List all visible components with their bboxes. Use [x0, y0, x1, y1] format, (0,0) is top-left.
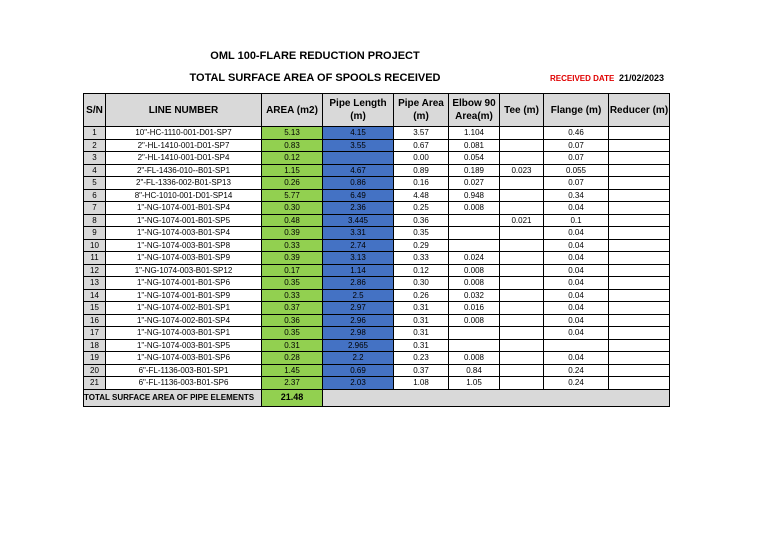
row-pipe-area: 4.48 — [394, 189, 449, 202]
row-flange: 0.04 — [544, 327, 609, 340]
table-row — [84, 352, 670, 365]
table-row — [84, 152, 670, 165]
table-row — [84, 252, 670, 265]
row-pipe-length: 0.86 — [323, 177, 394, 190]
row-flange: 0.04 — [544, 252, 609, 265]
row-pipe-length: 2.97 — [323, 302, 394, 315]
row-pipe-length: 1.14 — [323, 264, 394, 277]
row-sn: 3 — [84, 152, 106, 165]
row-tee — [500, 364, 544, 377]
row-line-number: 6"-FL-1136-003-B01-SP6 — [106, 377, 262, 390]
row-tee: 0.021 — [500, 214, 544, 227]
table-row — [84, 314, 670, 327]
row-line-number: 1"-NG-1074-003-B01-SP5 — [106, 339, 262, 352]
row-line-number: 1"-NG-1074-003-B01-SP8 — [106, 239, 262, 252]
row-flange: 0.04 — [544, 302, 609, 315]
row-reducer — [609, 314, 670, 327]
row-tee — [500, 227, 544, 240]
row-pipe-area: 0.16 — [394, 177, 449, 190]
row-flange: 0.07 — [544, 152, 609, 165]
row-area: 0.83 — [262, 139, 323, 152]
row-pipe-area: 0.37 — [394, 364, 449, 377]
row-pipe-length: 6.49 — [323, 189, 394, 202]
row-flange — [544, 339, 609, 352]
row-reducer — [609, 277, 670, 290]
row-area: 0.39 — [262, 227, 323, 240]
row-reducer — [609, 252, 670, 265]
row-tee — [500, 264, 544, 277]
row-flange: 0.04 — [544, 227, 609, 240]
row-reducer — [609, 127, 670, 140]
table-row — [84, 264, 670, 277]
row-pipe-area: 0.33 — [394, 252, 449, 265]
row-line-number: 1"-NG-1074-001-B01-SP5 — [106, 214, 262, 227]
table-row — [84, 177, 670, 190]
row-line-number: 1"-NG-1074-001-B01-SP6 — [106, 277, 262, 290]
row-pipe-length: 4.15 — [323, 127, 394, 140]
row-pipe-area: 0.29 — [394, 239, 449, 252]
col-area: AREA (m2) — [262, 94, 323, 127]
row-pipe-area: 0.67 — [394, 139, 449, 152]
row-line-number: 1"-NG-1074-003-B01-SP1 — [106, 327, 262, 340]
row-sn: 16 — [84, 314, 106, 327]
row-sn: 13 — [84, 277, 106, 290]
total-label — [84, 389, 262, 406]
row-area: 0.35 — [262, 327, 323, 340]
row-sn: 7 — [84, 202, 106, 215]
row-flange: 0.04 — [544, 277, 609, 290]
col-reducer: Reducer (m) — [609, 94, 670, 127]
row-pipe-area: 0.31 — [394, 327, 449, 340]
row-sn: 4 — [84, 164, 106, 177]
table-row — [84, 302, 670, 315]
row-flange: 0.1 — [544, 214, 609, 227]
received-date-value: 21/02/2023 — [619, 73, 665, 83]
table-row — [84, 364, 670, 377]
row-pipe-area: 0.31 — [394, 302, 449, 315]
row-line-number: 6"-FL-1136-003-B01-SP1 — [106, 364, 262, 377]
row-pipe-area: 0.35 — [394, 227, 449, 240]
row-elbow: 0.016 — [449, 302, 500, 315]
row-reducer — [609, 227, 670, 240]
row-pipe-area: 0.25 — [394, 202, 449, 215]
row-area: 0.17 — [262, 264, 323, 277]
row-reducer — [609, 164, 670, 177]
table-row — [84, 189, 670, 202]
row-reducer — [609, 202, 670, 215]
row-tee — [500, 302, 544, 315]
row-sn: 5 — [84, 177, 106, 190]
table-row — [84, 164, 670, 177]
col-line-number: LINE NUMBER — [106, 94, 262, 127]
row-line-number: 8"-HC-1010-001-D01-SP14 — [106, 189, 262, 202]
row-area: 1.15 — [262, 164, 323, 177]
table-row — [84, 127, 670, 140]
row-reducer — [609, 139, 670, 152]
row-area: 0.12 — [262, 152, 323, 165]
row-line-number: 1"-NG-1074-001-B01-SP4 — [106, 202, 262, 215]
row-pipe-area: 0.26 — [394, 289, 449, 302]
row-tee — [500, 339, 544, 352]
row-reducer — [609, 264, 670, 277]
row-elbow: 0.008 — [449, 352, 500, 365]
row-area: 5.77 — [262, 189, 323, 202]
row-line-number: 2"-HL-1410-001-D01-SP7 — [106, 139, 262, 152]
table-row — [84, 339, 670, 352]
row-line-number: 1"-NG-1074-001-B01-SP9 — [106, 289, 262, 302]
table-row — [84, 277, 670, 290]
row-elbow: 0.84 — [449, 364, 500, 377]
row-flange: 0.07 — [544, 177, 609, 190]
row-pipe-area: 0.00 — [394, 152, 449, 165]
row-line-number: 10"-HC-1110-001-D01-SP7 — [106, 127, 262, 140]
row-pipe-area: 0.36 — [394, 214, 449, 227]
row-reducer — [609, 327, 670, 340]
row-sn: 8 — [84, 214, 106, 227]
table-row — [84, 289, 670, 302]
row-tee — [500, 277, 544, 290]
row-pipe-length: 0.69 — [323, 364, 394, 377]
row-sn: 20 — [84, 364, 106, 377]
row-pipe-length: 4.67 — [323, 164, 394, 177]
row-flange: 0.04 — [544, 289, 609, 302]
row-reducer — [609, 152, 670, 165]
row-sn: 2 — [84, 139, 106, 152]
table-row — [84, 202, 670, 215]
row-area: 0.33 — [262, 289, 323, 302]
row-elbow — [449, 227, 500, 240]
row-pipe-area: 0.31 — [394, 314, 449, 327]
row-pipe-length: 3.31 — [323, 227, 394, 240]
report-title: OML 100-FLARE REDUCTION PROJECT — [210, 50, 420, 62]
row-line-number: 1"-NG-1074-003-B01-SP6 — [106, 352, 262, 365]
total-empty — [323, 389, 670, 406]
row-elbow: 0.054 — [449, 152, 500, 165]
row-elbow: 0.027 — [449, 177, 500, 190]
row-pipe-length: 2.5 — [323, 289, 394, 302]
table-row — [84, 327, 670, 340]
row-tee: 0.023 — [500, 164, 544, 177]
row-tee — [500, 239, 544, 252]
row-reducer — [609, 214, 670, 227]
row-reducer — [609, 177, 670, 190]
row-reducer — [609, 364, 670, 377]
row-sn: 17 — [84, 327, 106, 340]
row-sn: 15 — [84, 302, 106, 315]
row-elbow: 0.008 — [449, 277, 500, 290]
row-line-number: 1"-NG-1074-002-B01-SP1 — [106, 302, 262, 315]
row-flange: 0.04 — [544, 264, 609, 277]
col-flange: Flange (m) — [544, 94, 609, 127]
row-reducer — [609, 302, 670, 315]
row-sn: 9 — [84, 227, 106, 240]
row-area: 0.33 — [262, 239, 323, 252]
row-pipe-area: 0.30 — [394, 277, 449, 290]
row-pipe-length: 2.03 — [323, 377, 394, 390]
row-tee — [500, 377, 544, 390]
row-flange: 0.04 — [544, 239, 609, 252]
row-pipe-length: 2.98 — [323, 327, 394, 340]
row-line-number: 2"-FL-1336-002-B01-SP13 — [106, 177, 262, 190]
row-flange: 0.24 — [544, 364, 609, 377]
row-pipe-length: 3.55 — [323, 139, 394, 152]
row-sn: 1 — [84, 127, 106, 140]
row-pipe-length: 3.13 — [323, 252, 394, 265]
row-pipe-area: 3.57 — [394, 127, 449, 140]
row-elbow: 0.024 — [449, 252, 500, 265]
row-area: 0.31 — [262, 339, 323, 352]
row-line-number: 2"-FL-1436-010--B01-SP1 — [106, 164, 262, 177]
row-area: 0.26 — [262, 177, 323, 190]
row-elbow — [449, 239, 500, 252]
row-reducer — [609, 239, 670, 252]
row-reducer — [609, 352, 670, 365]
row-tee — [500, 152, 544, 165]
table-row — [84, 139, 670, 152]
row-elbow: 0.008 — [449, 264, 500, 277]
row-pipe-length: 2.2 — [323, 352, 394, 365]
row-reducer — [609, 289, 670, 302]
row-line-number: 1"-NG-1074-003-B01-SP12 — [106, 264, 262, 277]
spools-table — [83, 93, 670, 407]
row-area: 0.37 — [262, 302, 323, 315]
row-area: 1.45 — [262, 364, 323, 377]
row-flange: 0.34 — [544, 189, 609, 202]
row-tee — [500, 314, 544, 327]
row-pipe-length: 2.36 — [323, 202, 394, 215]
row-flange: 0.055 — [544, 164, 609, 177]
row-elbow: 1.104 — [449, 127, 500, 140]
row-reducer — [609, 377, 670, 390]
row-area: 2.37 — [262, 377, 323, 390]
row-flange: 0.04 — [544, 202, 609, 215]
row-area: 0.36 — [262, 314, 323, 327]
row-elbow: 0.189 — [449, 164, 500, 177]
row-pipe-area: 0.31 — [394, 339, 449, 352]
row-pipe-length: 3.445 — [323, 214, 394, 227]
row-tee — [500, 139, 544, 152]
col-elbow: Elbow 90 Area(m) — [449, 94, 500, 127]
row-tee — [500, 202, 544, 215]
col-pipe-area: Pipe Area (m) — [394, 94, 449, 127]
row-flange: 0.46 — [544, 127, 609, 140]
row-sn: 6 — [84, 189, 106, 202]
row-pipe-length: 2.74 — [323, 239, 394, 252]
row-pipe-area: 0.12 — [394, 264, 449, 277]
row-sn: 10 — [84, 239, 106, 252]
row-flange: 0.24 — [544, 377, 609, 390]
row-line-number: 1"-NG-1074-003-B01-SP9 — [106, 252, 262, 265]
row-pipe-length — [323, 152, 394, 165]
row-area: 0.28 — [262, 352, 323, 365]
col-tee: Tee (m) — [500, 94, 544, 127]
row-area: 0.30 — [262, 202, 323, 215]
row-sn: 14 — [84, 289, 106, 302]
row-sn: 18 — [84, 339, 106, 352]
row-pipe-length: 2.965 — [323, 339, 394, 352]
received-date-label: RECEIVED DATE — [550, 74, 615, 83]
table-row — [84, 239, 670, 252]
row-reducer — [609, 339, 670, 352]
row-flange: 0.04 — [544, 314, 609, 327]
row-tee — [500, 352, 544, 365]
row-line-number: 2"-HL-1410-001-D01-SP4 — [106, 152, 262, 165]
total-label-text: TOTAL SURFACE AREA OF PIPE ELEMENTS — [84, 393, 255, 402]
row-tee — [500, 289, 544, 302]
row-sn: 11 — [84, 252, 106, 265]
table-row — [84, 214, 670, 227]
row-flange: 0.04 — [544, 352, 609, 365]
row-pipe-length: 2.96 — [323, 314, 394, 327]
row-tee — [500, 189, 544, 202]
row-elbow: 0.081 — [449, 139, 500, 152]
col-sn: S/N — [84, 94, 106, 127]
row-sn: 21 — [84, 377, 106, 390]
table-header-row — [84, 94, 670, 127]
table-row — [84, 227, 670, 240]
row-area: 0.48 — [262, 214, 323, 227]
row-tee — [500, 252, 544, 265]
row-tee — [500, 127, 544, 140]
row-area: 0.39 — [262, 252, 323, 265]
row-tee — [500, 177, 544, 190]
row-sn: 12 — [84, 264, 106, 277]
row-elbow: 1.05 — [449, 377, 500, 390]
row-sn: 19 — [84, 352, 106, 365]
row-tee — [500, 327, 544, 340]
table-row — [84, 377, 670, 390]
row-reducer — [609, 189, 670, 202]
row-elbow: 0.008 — [449, 202, 500, 215]
row-elbow: 0.948 — [449, 189, 500, 202]
total-value: 21.48 — [262, 389, 323, 406]
row-elbow — [449, 214, 500, 227]
row-pipe-area: 1.08 — [394, 377, 449, 390]
row-flange: 0.07 — [544, 139, 609, 152]
report-subtitle: TOTAL SURFACE AREA OF SPOOLS RECEIVED — [189, 72, 441, 84]
row-line-number: 1"-NG-1074-003-B01-SP4 — [106, 227, 262, 240]
row-elbow: 0.008 — [449, 314, 500, 327]
row-area: 5.13 — [262, 127, 323, 140]
row-pipe-area: 0.89 — [394, 164, 449, 177]
row-pipe-area: 0.23 — [394, 352, 449, 365]
row-line-number: 1"-NG-1074-002-B01-SP4 — [106, 314, 262, 327]
row-area: 0.35 — [262, 277, 323, 290]
col-pipe-length: Pipe Length (m) — [323, 94, 394, 127]
row-pipe-length: 2.86 — [323, 277, 394, 290]
row-elbow — [449, 327, 500, 340]
total-row — [84, 389, 670, 406]
row-elbow: 0.032 — [449, 289, 500, 302]
row-elbow — [449, 339, 500, 352]
